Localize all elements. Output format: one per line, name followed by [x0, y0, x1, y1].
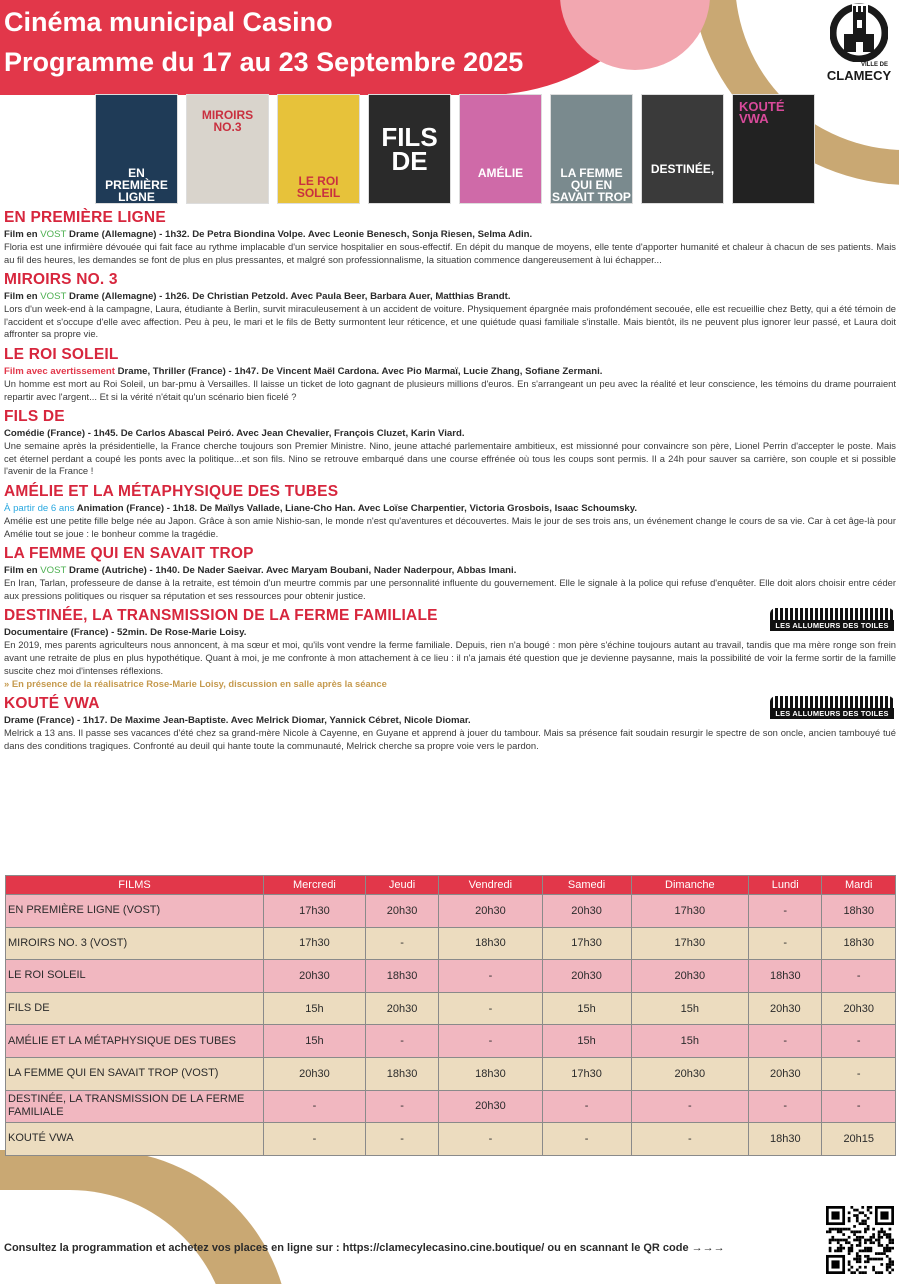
- schedule-row: [6, 1123, 896, 1156]
- schedule-time: 20h30: [631, 1057, 748, 1090]
- schedule-row: [6, 1025, 896, 1058]
- schedule-row: [6, 992, 896, 1025]
- poster-title: KOUTÉ VWA: [739, 99, 785, 126]
- schedule-header-cell: Mardi: [822, 876, 896, 895]
- footer: [4, 1223, 824, 1257]
- film-tag: VOST: [40, 291, 67, 303]
- schedule-time: 18h30: [365, 1057, 438, 1090]
- poster-3: [277, 94, 360, 204]
- schedule-film-name: EN PREMIÈRE LIGNE (VOST): [6, 895, 264, 928]
- film-entry: [4, 407, 896, 478]
- schedule-time: -: [631, 1090, 748, 1123]
- film-title: FILS DE: [4, 408, 65, 426]
- schedule-time: 20h30: [542, 960, 631, 993]
- film-tag: À partir de 6 ans: [4, 502, 75, 514]
- schedule-time: -: [822, 960, 896, 993]
- film-tag: VOST: [40, 565, 67, 577]
- film-details: Drame (France) - 1h17. De Maxime Jean-Baptiste. Avec Melrick Diomar, Yannick Cébret, Nicole Diomar.: [4, 715, 471, 727]
- film-entry: [4, 544, 896, 602]
- schedule-header-cell: Jeudi: [365, 876, 438, 895]
- poster-title: MIROIRS NO.3: [201, 108, 254, 134]
- poster-8: [732, 94, 815, 204]
- schedule-row: [6, 1057, 896, 1090]
- crowd-silhouette-icon: [770, 608, 894, 620]
- film-meta: [4, 290, 896, 303]
- film-entry: [4, 694, 896, 752]
- schedule-time: -: [822, 1090, 896, 1123]
- schedule-film-name: AMÉLIE ET LA MÉTAPHYSIQUE DES TUBES: [6, 1025, 264, 1058]
- schedule-header-cell: Mercredi: [264, 876, 366, 895]
- film-tag: VOST: [40, 229, 67, 240]
- film-details: Animation (France) - 1h18. De Maïlys Vallade, Liane-Cho Han. Avec Loïse Charpentier, Victoria Grosbois, Isaac Schoumsky.: [74, 502, 638, 514]
- film-details: Comédie (France) - 1h45. De Carlos Abascal Peiró. Avec Jean Chevalier, François Cluzet, Karin Viard.: [4, 428, 465, 440]
- poster-5: [459, 94, 542, 204]
- schedule-row: [6, 1090, 896, 1123]
- schedule-time: 15h: [542, 1025, 631, 1058]
- film-title: MIROIRS NO. 3: [4, 271, 118, 289]
- schedule-time: 17h30: [264, 927, 366, 960]
- schedule-time: 17h30: [264, 895, 366, 928]
- poster-title: LE ROI SOLEIL: [296, 174, 341, 200]
- poster-title: FILS DE: [381, 122, 438, 176]
- film-details: Drame (Autriche) - 1h40. De Nader Saeivar. Avec Maryam Boubani, Nader Naderpour, Abbas Imani.: [66, 565, 517, 577]
- schedule-time: 20h30: [749, 992, 822, 1025]
- nouveaute-label: NOUVEAUTÉ: [4, 1225, 74, 1237]
- schedule-film-name: FILS DE: [6, 992, 264, 1025]
- allumeurs-badge: [770, 608, 894, 632]
- film-description: En Iran, Tarlan, professeure de danse à la retraite, est témoin d'un meurtre commis par une personnalité influente du gouvernement. Elle le signale à la police qui refuse d'enquêter. Elle doit alors choisir entre céder aux pressions politiques ou risquer sa réputation et ses ressources pour obtenir justice.: [4, 577, 896, 601]
- schedule-film-name: LE ROI SOLEIL: [6, 960, 264, 993]
- schedule-time: 20h30: [365, 992, 438, 1025]
- schedule-time: 15h: [631, 992, 748, 1025]
- schedule-film-name: KOUTÉ VWA: [6, 1123, 264, 1156]
- schedule-film-name: MIROIRS NO. 3 (VOST): [6, 927, 264, 960]
- page-subtitle: Programme du 17 au 23 Septembre 2025: [4, 47, 524, 77]
- film-entry: [4, 208, 896, 266]
- schedule-time: 18h30: [822, 927, 896, 960]
- film-description: Amélie est une petite fille belge née au Japon. Grâce à son amie Nishio-san, le monde n'est qu'aventures et découvertes. Mais le jour de ses trois ans, un événement change le cours de sa vie. Car à cet âge-là pour Amélie tout se joue : le bonheur comme la tragédie.: [4, 514, 896, 539]
- schedule-body: [6, 895, 896, 1156]
- schedule-time: -: [822, 1057, 896, 1090]
- schedule-header-cell: Lundi: [749, 876, 822, 895]
- crowd-silhouette-icon: [770, 696, 894, 708]
- schedule-time: 15h: [264, 992, 366, 1025]
- footer-text[interactable]: Consultez la programmation et achetez vos places en ligne sur : https://clamecylecasino.cine.boutique/ ou en scannant le QR code →→→: [4, 1242, 725, 1254]
- film-description: Un homme est mort au Roi Soleil, un bar-pmu à Versailles. Il laisse un ticket de loto gagnant de plusieurs millions d'euros. En s'arrangeant un peu avec la réalité et leur conscience, les témoins du drame pourraient repartir avec l'argent... Et si la vérité n'était qu'un scénario bien ficelé ?: [4, 377, 896, 402]
- film-note: » En présence de la réalisatrice Rose-Marie Loisy, discussion en salle après la séance: [4, 678, 387, 690]
- poster-strip: [95, 94, 815, 204]
- film-title: LE ROI SOLEIL: [4, 345, 119, 363]
- schedule-time: 20h30: [439, 895, 542, 928]
- schedule-time: -: [439, 1025, 542, 1058]
- qr-code-icon[interactable]: [826, 1206, 894, 1274]
- film-entry: [4, 270, 896, 341]
- schedule-time: -: [365, 1025, 438, 1058]
- clamecy-logo: [826, 2, 892, 88]
- schedule-time: -: [749, 1090, 822, 1123]
- poster-title: DESTINÉE,: [650, 162, 715, 176]
- poster-6: [550, 94, 633, 204]
- schedule-time: 20h30: [822, 992, 896, 1025]
- schedule-time: 17h30: [631, 927, 748, 960]
- schedule-time: -: [439, 960, 542, 993]
- schedule-time: -: [264, 1123, 366, 1156]
- schedule-time: 20h30: [749, 1057, 822, 1090]
- schedule-time: -: [542, 1123, 631, 1156]
- schedule-time: 15h: [542, 992, 631, 1025]
- schedule-header-row: [6, 876, 896, 895]
- film-prefix: Film en: [4, 229, 41, 240]
- schedule-time: 15h: [264, 1025, 366, 1058]
- film-entry: [4, 606, 896, 690]
- schedule-header-cell: Dimanche: [631, 876, 748, 895]
- film-description: Une semaine après la présidentielle, la France cherche toujours son Premier Ministre. Nino, jeune attaché parlementaire ambitieux, est missionné pour convaincre son père, Lionel Perrin d'accepter le poste. Mais cet éternel perdant a coupé les ponts avec la politique...et son fils. Nino se retrouve embarqué dans une course effrénée où tous les coups sont permis. Il a 24h pour sauver sa carrière, son couple et si possible l'avenir de la France !: [4, 440, 896, 477]
- schedule-time: 20h30: [264, 1057, 366, 1090]
- schedule-row: [6, 895, 896, 928]
- schedule-time: 18h30: [749, 1123, 822, 1156]
- schedule-time: -: [749, 927, 822, 960]
- schedule-time: -: [542, 1090, 631, 1123]
- schedule-table: [5, 875, 896, 1156]
- schedule-time: 20h30: [439, 1090, 542, 1123]
- film-meta: [4, 626, 896, 639]
- schedule-time: 17h30: [631, 895, 748, 928]
- schedule-film-name: LA FEMME QUI EN SAVAIT TROP (VOST): [6, 1057, 264, 1090]
- schedule-time: -: [439, 1123, 542, 1156]
- film-description: Lors d'un week-end à la campagne, Laura, étudiante à Berlin, survit miraculeusement à un accident de voiture. Physiquement épargnée mais profondément secouée, elle est recueillie chez Betty, qui a été témoin de l'accident et s'occupe d'elle avec affection. Peu à peu, le mari et le fils de Betty surmontent leur réticence, et une quiétude quasi familiale s'installe. Mais bientôt, ils ne peuvent plus ignorer leur passé, et Laura doit affronter sa propre vie.: [4, 303, 896, 340]
- schedule-time: 20h30: [264, 960, 366, 993]
- film-prefix: Film en: [4, 565, 41, 577]
- schedule-time: 18h30: [749, 960, 822, 993]
- film-description: En 2019, mes parents agriculteurs nous annoncent, à ma sœur et moi, qu'ils vont vendre la ferme familiale. Depuis, rien n'a bougé : mon père s'échine toujours autant au travail, tandis que ma mère ronge son frein avant une retraite de plus en plus hypothétique. Quant à moi, je me confronte à mon attachement à ce lieu : il n'a jamais été question que je devienne paysanne, mais la possibilité de voir la ferme sortir de la famille suscite chez moi d'intenses réflexions.: [4, 639, 896, 676]
- badge-label: LES ALLUMEURS DES TOILES: [770, 708, 894, 719]
- schedule-time: 18h30: [439, 927, 542, 960]
- film-tag: Film avec avertissement: [4, 365, 115, 377]
- film-prefix: Film en: [4, 291, 41, 303]
- film-description: Floria est une infirmière dévouée qui fait face au rythme implacable d'un service hospitalier en sous-effectif. En dépit du manque de moyens, elle tente d'apporter humanité et chaleur à chacun de ses patients. Mais au fil des heures, les demandes se font de plus en plus pressantes, et malgré son professionnalisme, la situation commence dangereusement à lui échapper...: [4, 241, 896, 265]
- film-description: Melrick a 13 ans. Il passe ses vacances d'été chez sa grand-mère Nicole à Cayenne, en Guyane et apprend à jouer du tambour. Mais sa présence fait soudain resurgir le spectre de son oncle, ancien tambouyé tué dans des conditions tragiques. Confronté au deuil qui hante toute la communauté, Melrick cherche sa propre voie vers le pardon.: [4, 727, 896, 751]
- allumeurs-badge: [770, 696, 894, 720]
- schedule-time: 20h15: [822, 1123, 896, 1156]
- schedule-time: -: [365, 1090, 438, 1123]
- schedule-time: 17h30: [542, 927, 631, 960]
- schedule-time: -: [264, 1090, 366, 1123]
- film-title: DESTINÉE, LA TRANSMISSION DE LA FERME FAMILIALE: [4, 607, 438, 625]
- badge-label: LES ALLUMEURS DES TOILES: [770, 620, 894, 631]
- schedule-time: -: [631, 1123, 748, 1156]
- film-title: AMÉLIE ET LA MÉTAPHYSIQUE DES TUBES: [4, 482, 339, 500]
- schedule-time: -: [439, 992, 542, 1025]
- film-details: Drame (Allemagne) - 1h26. De Christian Petzold. Avec Paula Beer, Barbara Auer, Matthias Brandt.: [66, 291, 511, 303]
- schedule-time: 20h30: [631, 960, 748, 993]
- schedule-time: 20h30: [542, 895, 631, 928]
- schedule-header-cell: FILMS: [6, 876, 264, 895]
- schedule-header-cell: Vendredi: [439, 876, 542, 895]
- film-meta: [4, 714, 896, 727]
- film-meta: [4, 564, 896, 577]
- schedule-time: -: [749, 1025, 822, 1058]
- poster-4: [368, 94, 451, 204]
- poster-7: [641, 94, 724, 204]
- schedule-time: 15h: [631, 1025, 748, 1058]
- film-entry: [4, 482, 896, 540]
- schedule-row: [6, 960, 896, 993]
- poster-title: AMÉLIE: [477, 166, 524, 180]
- poster-title: EN PREMIÈRE LIGNE: [105, 166, 168, 204]
- schedule-header-cell: Samedi: [542, 876, 631, 895]
- schedule-time: -: [749, 895, 822, 928]
- film-meta: [4, 502, 896, 515]
- film-meta: [4, 228, 896, 241]
- page-title: Cinéma municipal Casino: [4, 7, 333, 37]
- schedule-time: 18h30: [439, 1057, 542, 1090]
- film-details: Documentaire (France) - 52min. De Rose-Marie Loisy.: [4, 627, 247, 639]
- film-meta: [4, 427, 896, 440]
- schedule-time: -: [822, 1025, 896, 1058]
- page-header: [4, 2, 523, 82]
- schedule-time: -: [365, 927, 438, 960]
- film-details: Drame, Thriller (France) - 1h47. De Vincent Maël Cardona. Avec Pio Marmaï, Lucie Zhang, Sofiane Zermani.: [114, 365, 603, 377]
- schedule-time: 20h30: [365, 895, 438, 928]
- poster-1: [95, 94, 178, 204]
- film-entry: [4, 345, 896, 403]
- nouveaute-colon: :: [73, 1225, 80, 1237]
- film-list: [4, 208, 896, 756]
- castle-tower-icon: [830, 2, 888, 62]
- schedule-time: 18h30: [822, 895, 896, 928]
- film-details: Drame (Allemagne) - 1h32. De Petra Biondina Volpe. Avec Leonie Benesch, Sonja Riesen, Selma Adin.: [66, 229, 533, 240]
- film-title: KOUTÉ VWA: [4, 695, 100, 713]
- film-title: LA FEMME QUI EN SAVAIT TROP: [4, 545, 254, 563]
- logo-name: CLAMECY: [826, 68, 892, 83]
- schedule-time: 18h30: [365, 960, 438, 993]
- schedule-time: 17h30: [542, 1057, 631, 1090]
- logo-small-text: VILLE DE: [860, 62, 888, 68]
- schedule-film-name: DESTINÉE, LA TRANSMISSION DE LA FERME FAMILIALE: [6, 1090, 264, 1123]
- poster-title: LA FEMME QUI EN SAVAIT TROP: [552, 166, 631, 204]
- poster-2: [186, 94, 269, 204]
- film-title: EN PREMIÈRE LIGNE: [4, 209, 166, 226]
- film-meta: [4, 365, 896, 378]
- schedule-time: -: [365, 1123, 438, 1156]
- schedule-row: [6, 927, 896, 960]
